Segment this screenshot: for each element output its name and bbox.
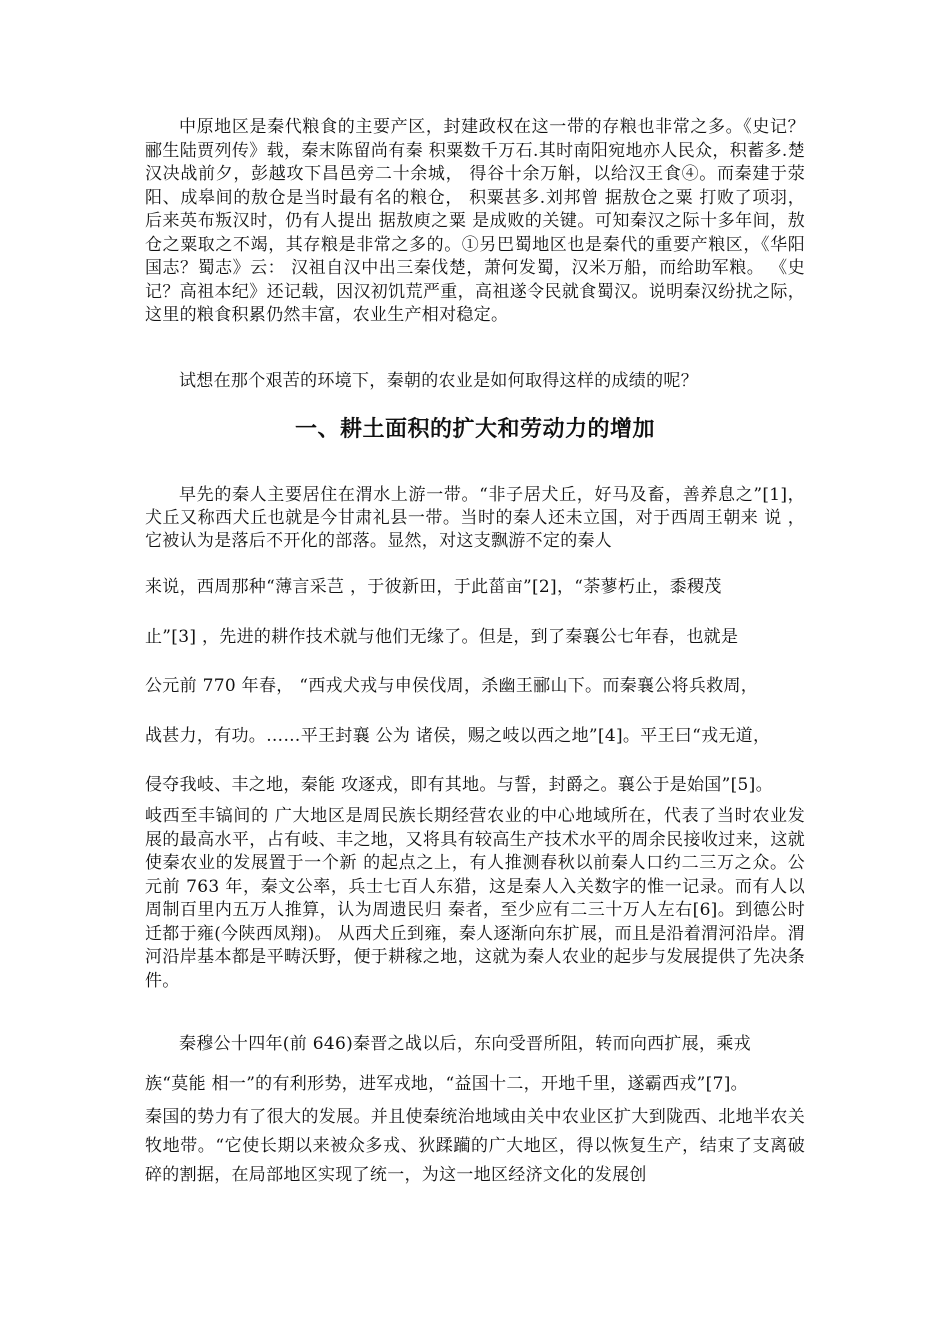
paragraph-line: 侵夺我岐、丰之地，秦能 攻逐戎，即有其地。与誓，封爵之。襄公于是始国”[5]。 — [145, 775, 773, 795]
paragraph-qishan-region — [145, 805, 805, 993]
paragraph-line: 止”[3] ，先进的耕作技术就与他们无缘了。但是，到了秦襄公七年春，也就是 — [145, 627, 739, 647]
paragraph-text: 试想在那个艰苦的环境下，秦朝的农业是如何取得这样的成绩的呢？ — [179, 371, 698, 391]
paragraph-grain-regions — [145, 116, 805, 328]
paragraph-question — [145, 370, 805, 394]
paragraph-line: 战甚力，有功。……平王封襄 公为 诸侯，赐之岐以西之地”[4]。平王曰“戎无道， — [145, 726, 771, 746]
paragraph-line: 公元前 770 年春， “西戎犬戎与申侯伐周，杀幽王郦山下。而秦襄公将兵救周， — [145, 676, 759, 696]
paragraph-text: 秦国的势力有了很大的发展。并且使秦统治地域由关中农业区扩大到陇西、北地半农关牧地带。“它使长期以来被众多戎、狄蹂躏的广大地区，得以恢复生产，结束了支离破碎的割据，在局部地区实现了统一，为这一地区经济文化的发展创 — [145, 1107, 805, 1185]
paragraph-text: 早先的秦人主要居住在渭水上游一带。“非子居犬丘，好马及畜，善养息之”[1]，犬丘又称西犬丘也就是今甘肃礼县一带。当时的秦人还未立国，对于西周王朝来 说 ，它被认为是落后不开化的部落。显然，对这支飘游不定的秦人 — [145, 485, 805, 551]
section-heading: 一、耕土面积的扩大和劳动力的增加 — [294, 417, 655, 442]
paragraph-early-qin — [145, 484, 805, 553]
paragraph-line: 族“莫能 相一”的有利形势，进军戎地，“益国十二，开地千里，遂霸西戎”[7]。 — [145, 1074, 748, 1094]
paragraph-line: 来说，西周那种“薄言采芑 ，于彼新田，于此菑亩”[2]，“荼蓼朽止，黍稷茂 — [145, 577, 722, 597]
paragraph-qin-expansion — [145, 1103, 805, 1190]
paragraph-line: 秦穆公十四年(前 646)秦晋之战以后，东向受晋所阻，转而向西扩展，乘戎 — [179, 1034, 751, 1054]
paragraph-text: 岐西至丰镐间的 广大地区是周民族长期经营农业的中心地域所在，代表了当时农业发展的最高水平，占有岐、丰之地，又将具有较高生产技术水平的周余民接收过来，这就使秦农业的发展置于一个新 的起点之上，有人推测春秋以前秦人口约二三万之众。公元前 763 年，秦文公率，兵士七百人东猎，这是秦人入关数字的惟一记录。而有人以周制百里内五万人推算，认为周遗民归 秦者，至少应有二三十万人左右[6]。到德公时迁都于雍(今陕西凤翔)。 从西犬丘到雍，秦人逐渐向东扩展，而且是沿着渭河沿岸。渭河沿岸基本都是平畴沃野，便于耕稼之地，这就为秦人农业的起步与发展提供了先决条件。 — [145, 806, 805, 991]
paragraph-text: 中原地区是秦代粮食的主要产区，封建政权在这一带的存粮也非常之多。《史记？郦生陆贾列传》载，秦末陈留尚有秦 积粟数千万石.其时南阳宛地亦人民众，积蓄多.楚汉决战前夕，彭越攻下昌邑旁二十余城， 得谷十余万斛，以给汉王食④。而秦建于荥阳、成皋间的敖仓是当时最有名的粮仓， 积粟甚多.刘邦曾 据敖仓之粟 打败了项羽，后来英布叛汉时，仍有人提出 据敖庾之粟 是成败的关键。可知秦汉之际十多年间，敖仓之粟取之不竭，其存粮是非常之多的。①另巴蜀地区也是秦代的重要产粮区，《华阳国志？蜀志》云： 汉祖自汉中出三秦伐楚，萧何发蜀，汉米万船，而给助军粮。 《史记？高祖本纪》还记载，因汉初饥荒严重，高祖遂令民就食蜀汉。说明秦汉纷扰之际，这里的粮食积累仍然丰富，农业生产相对稳定。 — [145, 117, 805, 325]
